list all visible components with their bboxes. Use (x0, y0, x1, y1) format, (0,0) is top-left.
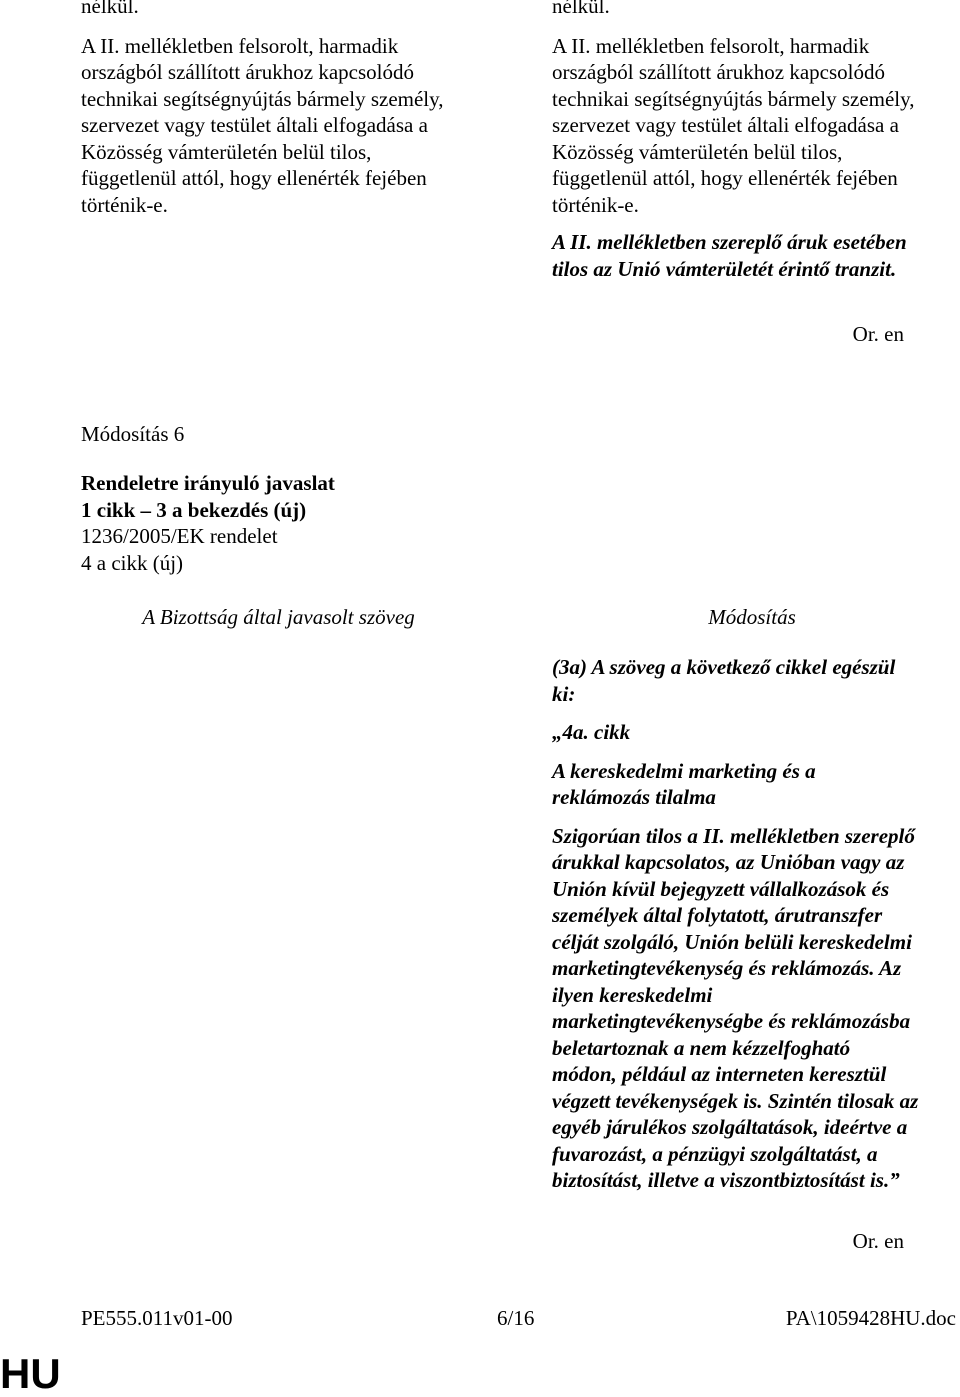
original-language-note-2: Or. en (852, 1229, 904, 1253)
right-line: függetlenül attól, hogy ellenérték fejében (552, 166, 898, 190)
left-paragraph (81, 33, 476, 219)
body-line: biztosítást, illetve a viszontbiztosítást is.” (552, 1168, 900, 1192)
left-line: függetlenül attól, hogy ellenérték fejében (81, 166, 427, 190)
left-line: technikai segítségnyújtás bármely személy, (81, 86, 444, 111)
footer-page-number: 6/16 (497, 1306, 535, 1330)
body-line: célját szolgáló, Unión belüli kereskedelmi (552, 929, 912, 954)
body-line: módon, például az interneten keresztül (552, 1062, 887, 1086)
right-line: A II. mellékletben felsorolt, harmadik (552, 33, 870, 58)
language-code: HU (0, 1350, 61, 1397)
right-column (552, 0, 952, 282)
body-line: fuvarozást, a pénzügyi szolgáltatást, a (552, 1141, 878, 1166)
body-line: ilyen kereskedelmi (552, 982, 713, 1007)
left-top-word: nélkül. (81, 0, 139, 18)
right-line: Közösség vámterületén belül tilos, (552, 139, 843, 164)
left-line: Közösség vámterületén belül tilos, (81, 139, 372, 164)
body-line: végzett tevékenységek is. Szintén tilosak az (552, 1088, 919, 1113)
right-line: történik-e. (552, 192, 639, 217)
body-line: marketingtevékenység és reklámozás. Az (552, 956, 902, 980)
left-line: történik-e. (81, 192, 168, 217)
right-line: szervezet vagy testület általi elfogadása a (552, 113, 899, 137)
body-line: beletartoznak a nem kézzelfogható (552, 1035, 851, 1060)
left-column (81, 0, 476, 218)
body-line: személyek által folytatott, árutranszfer (552, 903, 883, 927)
right-added-line: A II. mellékletben szereplő áruk esetében (552, 230, 907, 254)
amendment-reference (81, 523, 278, 576)
right-line: országból szállított árukhoz kapcsolódó (552, 60, 885, 84)
intro-line: ki: (552, 681, 576, 706)
article-label: 1 cikk – 3 a bekezdés (új) (81, 497, 307, 522)
left-line: szervezet vagy testület általi elfogadása a (81, 113, 428, 137)
left-line: országból szállított árukhoz kapcsolódó (81, 60, 414, 84)
intro-line: (3a) A szöveg a következő cikkel egészül (552, 655, 896, 679)
right-added-paragraph (552, 229, 952, 282)
right-column-header: Módosítás (708, 605, 796, 629)
article-title-line: A kereskedelmi marketing és a (552, 758, 816, 783)
article-title (552, 758, 960, 811)
body-line: Szigorúan tilos a II. mellékletben szereplő (552, 823, 915, 848)
body-line: Unión kívül bejegyzett vállalkozások és (552, 876, 890, 901)
right-top-word: nélkül. (552, 0, 610, 18)
amendment-text (552, 654, 960, 1194)
body-line: árukkal kapcsolatos, az Unióban vagy az (552, 850, 905, 874)
footer-document-name: PA\1059428HU.doc (785, 1306, 956, 1330)
left-line: A II. mellékletben felsorolt, harmadik (81, 33, 399, 58)
original-language-note: Or. en (852, 322, 904, 346)
article-number: „4a. cikk (552, 720, 631, 744)
amendment-title: Módosítás 6 (81, 422, 185, 446)
body-line: marketingtevékenységbe és reklámozásba (552, 1009, 911, 1033)
amendment-intro (552, 654, 960, 707)
article-title-line: reklámozás tilalma (552, 785, 716, 809)
right-line: technikai segítségnyújtás bármely személy, (552, 86, 915, 111)
regulation-label: 1236/2005/EK rendelet (81, 524, 278, 548)
proposal-label: Rendeletre irányuló javaslat (81, 471, 335, 495)
left-column-header: A Bizottság által javasolt szöveg (142, 605, 415, 629)
article-body (552, 823, 960, 1194)
right-added-line: tilos az Unió vámterületét érintő tranzit. (552, 256, 897, 281)
body-line: egyéb járulékos szolgáltatások, ideértve a (552, 1115, 908, 1139)
footer-reference: PE555.011v01-00 (81, 1306, 233, 1330)
amendment-reference-bold (81, 470, 335, 523)
right-paragraph (552, 33, 952, 219)
new-article-label: 4 a cikk (új) (81, 550, 184, 575)
